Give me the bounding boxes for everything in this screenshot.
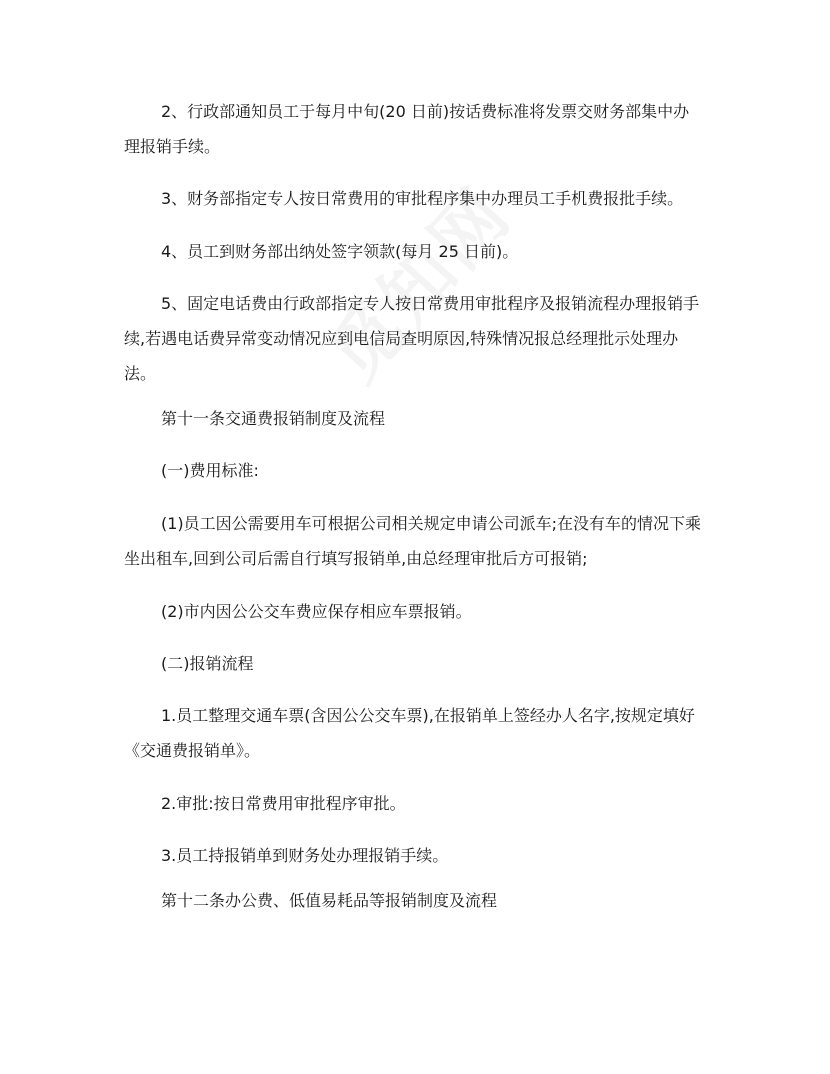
article-12-heading: 第十二条办公费、低值易耗品等报销制度及流程 [161, 891, 498, 910]
step-1-line-1: 1.员工整理交通车票(含因公公交车票),在报销单上签经办人名字,按规定填好 [161, 706, 695, 725]
article-11-heading: 第十一条交通费报销制度及流程 [161, 409, 386, 428]
item-2: (2)市内因公公交车费应保存相应车票报销。 [161, 602, 472, 621]
section-2-heading: (二)报销流程 [161, 654, 254, 673]
step-3: 3.员工持报销单到财务处办理报销手续。 [161, 846, 449, 865]
paragraph-2-line-1: 2、行政部通知员工于每月中旬(20 日前)按话费标准将发票交财务部集中办 [161, 102, 690, 121]
step-1-line-2: 《交通费报销单》。 [124, 741, 261, 760]
item-1-line-2: 坐出租车,回到公司后需自行填写报销单,由总经理审批后方可报销; [124, 549, 588, 568]
paragraph-5-line-1: 5、固定电话费由行政部指定专人按日常费用审批程序及报销流程办理报销手 [161, 294, 700, 313]
item-1-line-1: (1)员工因公需要用车可根据公司相关规定申请公司派车;在没有车的情况下乘 [161, 514, 702, 533]
step-2: 2.审批:按日常费用审批程序审批。 [161, 794, 406, 813]
paragraph-4: 4、员工到财务部出纳处签字领款(每月 25 日前)。 [161, 242, 519, 261]
paragraph-2-line-2: 理报销手续。 [124, 137, 221, 156]
paragraph-5-line-2: 续,若遇电话费异常变动情况应到电信局查明原因,特殊情况报总经理批示处理办 [124, 329, 679, 348]
paragraph-3: 3、财务部指定专人按日常费用的审批程序集中办理员工手机费报批手续。 [161, 189, 684, 208]
paragraph-5-line-3: 法。 [124, 364, 157, 383]
section-1-heading: (一)费用标准: [161, 461, 259, 480]
